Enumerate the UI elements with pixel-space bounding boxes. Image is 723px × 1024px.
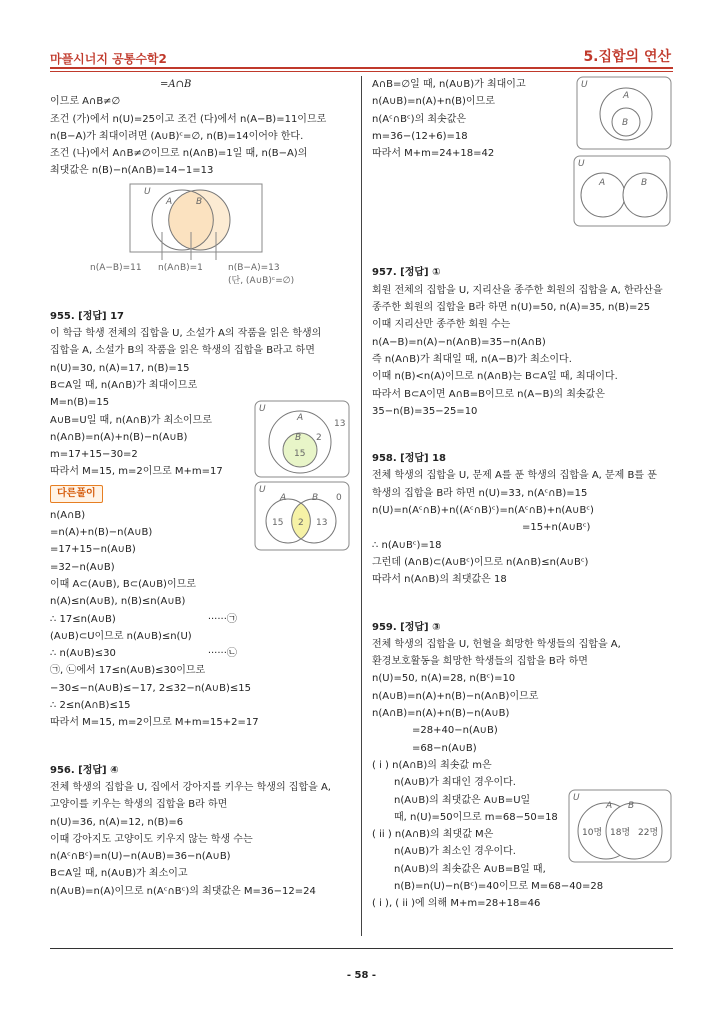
text-line: n(A∪B)의 최솟값은 A∪B=B일 때, xyxy=(394,863,546,875)
text-line: n(A∪B)가 최대인 경우이다. xyxy=(394,777,516,789)
set-a-label: A xyxy=(166,197,173,207)
venn-diagram-955-a xyxy=(254,400,350,480)
value-13: 13 xyxy=(316,518,328,528)
problem-955-title: 955. [정답] 17 xyxy=(50,310,125,322)
text-line: 조건 (가)에서 n(U)=25이고 조건 (다)에서 n(A−B)=11이므로 xyxy=(50,113,327,125)
text-line: n(A∪B)가 최소인 경우이다. xyxy=(394,846,516,858)
chapter-title: 5.집합의 연산 xyxy=(583,49,671,65)
count-a-and-b: 18명 xyxy=(610,828,631,838)
text-line xyxy=(50,645,352,662)
column-divider xyxy=(361,76,362,936)
equation-mark-2: ······㉡ xyxy=(207,648,237,660)
value-2: 2 xyxy=(316,433,322,443)
text-line: n(A−B)=n(A)−n(A∩B)=35−n(A∩B) xyxy=(372,336,546,348)
text-line: 이때 지리산만 종주한 회원 수는 xyxy=(372,319,511,331)
text-line: =68−n(A∪B) xyxy=(412,742,477,754)
set-b-label: B xyxy=(312,493,319,503)
header-rule-thin xyxy=(50,71,673,72)
set-b-label: B xyxy=(641,178,648,188)
set-u-label: U xyxy=(573,793,580,803)
text-line: n(A∩B)=n(A)+n(B)−n(A∪B) xyxy=(372,708,510,720)
set-a-label: A xyxy=(297,413,304,423)
text-line: B⊂A일 때, n(A∪B)가 최소이고 xyxy=(50,868,188,880)
text-line: =A∩B xyxy=(160,79,192,90)
venn-diagram-959 xyxy=(568,789,674,865)
set-u-label: U xyxy=(581,80,588,90)
text-line xyxy=(50,611,352,628)
text-line: A∪B=U일 때, n(A∩B)가 최소이므로 xyxy=(50,414,212,426)
text-line: 이때 n(B)<n(A)이므로 n(A∩B)는 B⊂A일 때, 최대이다. xyxy=(372,371,618,383)
text-line: 종주한 회원의 집합을 B라 하면 n(U)=50, n(A)=35, n(B)=25 xyxy=(372,302,651,314)
text-line: n(U)=50, n(A)=28, n(Bᶜ)=10 xyxy=(372,673,516,685)
set-b-label: B xyxy=(196,197,203,207)
venn-diagram-1 xyxy=(88,182,318,292)
problem-957-title: 957. [정답] ① xyxy=(372,267,441,279)
text-line: =28+40−n(A∪B) xyxy=(412,725,498,737)
text-line: 고양이를 키우는 학생의 집합을 B라 하면 xyxy=(50,799,228,811)
text-line: A∩B=∅일 때, n(A∪B)가 최대이고 xyxy=(372,79,526,90)
text-line: m=36−(12+6)=18 xyxy=(372,130,468,142)
text-line: 때, n(U)=50이므로 m=68−50=18 xyxy=(394,811,558,823)
label-a-cap-b: n(A∩B)=1 xyxy=(158,263,203,273)
problem-956-title: 956. [정답] ④ xyxy=(50,764,119,776)
text-line: n(A∪B)=n(A)+n(B)이므로 xyxy=(372,96,495,108)
text-line: n(Aᶜ∩Bᶜ)=n(U)−n(A∪B)=36−n(A∪B) xyxy=(50,851,231,863)
set-u-label: U xyxy=(259,404,266,414)
set-a-label: A xyxy=(599,178,606,188)
set-u-label: U xyxy=(144,187,151,197)
text-line: n(A∪B)의 최댓값은 A∪B=U일 xyxy=(394,794,531,806)
text-line: B⊂A일 때, n(A∩B)가 최대이므로 xyxy=(50,379,198,391)
text-line: n(A∪B)=n(A)이므로 n(Aᶜ∩Bᶜ)의 최댓값은 M=36−12=24 xyxy=(50,885,316,897)
header-rule xyxy=(50,67,673,69)
text-line: 환경보호활동을 희망한 학생들의 집합을 B라 하면 xyxy=(372,656,588,668)
alt-solution-badge: 다른풀이 xyxy=(50,485,103,503)
label-a-minus-b: n(A−B)=11 xyxy=(90,263,142,273)
text-line: 전체 학생의 집합을 U, 헌혈을 희망한 학생들의 집합을 A, xyxy=(372,638,621,650)
text-line: n(B)=n(U)−n(Bᶜ)=40이므로 M=68−40=28 xyxy=(394,880,604,892)
set-b-label: B xyxy=(622,118,629,128)
text-line: ∴ 2≤n(A∩B)≤15 xyxy=(50,700,131,712)
text-line: 학생의 집합을 B라 하면 n(U)=33, n(Aᶜ∩B)=15 xyxy=(372,487,588,499)
text-line: 따라서 M+m=24+18=42 xyxy=(372,148,495,160)
text-line-part: ∴ 17≤n(A∪B) xyxy=(50,613,116,625)
text-line: 따라서 M=15, m=2이므로 M+m=15+2=17 xyxy=(50,717,259,729)
text-line: 그런데 (A∩B)⊂(A∪Bᶜ)이므로 n(A∩B)≤n(A∪Bᶜ) xyxy=(372,556,589,568)
text-line: n(B−A)가 최대이려면 (A∪B)ᶜ=∅, n(B)=14이어야 한다. xyxy=(50,130,304,142)
problem-959-title: 959. [정답] ③ xyxy=(372,621,441,633)
text-line: =17+15−n(A∪B) xyxy=(50,544,136,556)
footer-rule xyxy=(50,948,673,949)
text-line: n(A∩B)=n(A)+n(B)−n(A∪B) xyxy=(50,431,188,443)
value-13: 13 xyxy=(334,419,346,429)
value-15: 15 xyxy=(294,449,306,459)
count-a-only: 10명 xyxy=(582,828,603,838)
venn-diagram-956-a xyxy=(576,76,672,152)
text-line: M=n(B)=15 xyxy=(50,397,110,409)
text-line: ( i ), ( ii )에 의해 M+m=28+18=46 xyxy=(372,898,541,910)
text-line: ㉠, ㉡에서 17≤n(A∪B)≤30이므로 xyxy=(50,665,206,677)
text-line: 35−n(B)=35−25=10 xyxy=(372,405,478,417)
text-line: 전체 학생의 집합을 U, 문제 A를 푼 학생의 집합을 A, 문제 B를 푼 xyxy=(372,470,657,482)
text-line: 따라서 B⊂A이면 A∩B=B이므로 n(A−B)의 최솟값은 xyxy=(372,388,605,400)
text-line: 즉 n(A∩B)가 최대일 때, n(A−B)가 최소이다. xyxy=(372,353,572,365)
text-line: m=17+15−30=2 xyxy=(50,449,138,461)
page-number: - 58 - xyxy=(346,970,377,981)
text-line: 이므로 A∩B≠∅ xyxy=(50,96,121,108)
set-a-label: A xyxy=(280,493,287,503)
set-a-label: A xyxy=(623,91,630,101)
text-line: 회원 전체의 집합을 U, 지리산을 종주한 회원의 집합을 A, 한라산을 xyxy=(372,284,663,296)
text-line: 집합을 A, 소설가 B의 작품을 읽은 학생의 집합을 B라고 하면 xyxy=(50,345,315,357)
problem-958-title: 958. [정답] 18 xyxy=(372,453,447,465)
text-line: =n(A)+n(B)−n(A∪B) xyxy=(50,527,153,539)
set-b-label: B xyxy=(295,433,302,443)
equation-mark-1: ······㉠ xyxy=(207,613,237,625)
value-15: 15 xyxy=(272,518,284,528)
text-line: (A∪B)⊂U이므로 n(A∪B)≤n(U) xyxy=(50,630,192,642)
set-a-label: A xyxy=(606,801,613,811)
text-line: n(A∩B) xyxy=(50,509,86,521)
text-line: 조건 (나)에서 A∩B≠∅이므로 n(A∩B)=1일 때, n(B−A)의 xyxy=(50,148,308,160)
text-line: ( i ) n(A∩B)의 최솟값 m은 xyxy=(372,759,492,771)
text-line: 따라서 n(A∩B)의 최댓값은 18 xyxy=(372,574,507,586)
text-line: =15+n(A∪Bᶜ) xyxy=(522,522,591,534)
text-line: =32−n(A∪B) xyxy=(50,561,115,573)
text-line: 이때 A⊂(A∪B), B⊂(A∪B)이므로 xyxy=(50,578,196,590)
text-line-part: ∴ n(A∪B)≤30 xyxy=(50,648,116,660)
text-line: ∴ n(A∪Bᶜ)=18 xyxy=(372,539,442,551)
value-2: 2 xyxy=(298,518,304,528)
text-line: 이때 강아지도 고양이도 키우지 않는 학생 수는 xyxy=(50,833,253,845)
set-u-label: U xyxy=(259,485,266,495)
text-line: n(A)≤n(A∪B), n(B)≤n(A∪B) xyxy=(50,596,186,608)
set-u-label: U xyxy=(578,159,585,169)
value-0: 0 xyxy=(336,493,342,503)
text-line: n(U)=30, n(A)=17, n(B)=15 xyxy=(50,362,190,374)
text-line: 최댓값은 n(B)−n(A∩B)=14−1=13 xyxy=(50,165,214,177)
text-line: n(U)=n(Aᶜ∩B)+n((Aᶜ∩B)ᶜ)=n(Aᶜ∩B)+n(A∪Bᶜ) xyxy=(372,505,594,517)
count-b-only: 22명 xyxy=(638,828,659,838)
text-line: n(A∪B)=n(A)+n(B)−n(A∩B)이므로 xyxy=(372,690,539,702)
text-line: 이 학급 학생 전체의 집합을 U, 소설가 A의 작품을 읽은 학생의 xyxy=(50,328,322,340)
text-line: −30≤−n(A∪B)≤−17, 2≤32−n(A∪B)≤15 xyxy=(50,682,251,694)
label-note: (단, (A∪B)ᶜ=∅) xyxy=(228,276,295,286)
venn-diagram-955-b xyxy=(254,481,350,553)
text-line: n(Aᶜ∩Bᶜ)의 최솟값은 xyxy=(372,113,467,125)
text-line: 전체 학생의 집합을 U, 집에서 강아지를 키우는 학생의 집합을 A, xyxy=(50,781,331,793)
label-b-minus-a: n(B−A)=13 xyxy=(228,263,280,273)
book-title: 마플시너지 공통수학2 xyxy=(50,52,167,66)
text-line: ( ii ) n(A∩B)의 최댓값 M은 xyxy=(372,829,494,841)
venn-diagram-956-b xyxy=(573,155,673,229)
text-line: n(U)=36, n(A)=12, n(B)=6 xyxy=(50,816,184,828)
set-b-label: B xyxy=(628,801,635,811)
text-line: 따라서 M=15, m=2이므로 M+m=17 xyxy=(50,466,223,478)
